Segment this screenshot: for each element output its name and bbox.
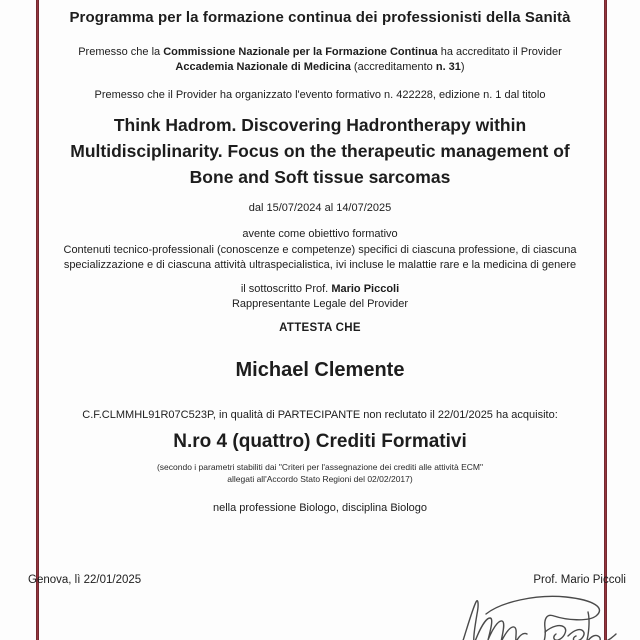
signer-name: Prof. Mario Piccoli	[533, 574, 626, 586]
accreditation-pre: (accreditamento	[350, 61, 436, 73]
participant-name: Michael Clemente	[235, 359, 405, 381]
event-title: Think Hadrom. Discovering Hadrontherapy within Multidisciplinarity. Focus on the therapeutic management of Bone and Soft tissue sarcomas	[70, 115, 570, 187]
objective-text: Contenuti tecnico-professionali (conoscenze e competenze) specifici di ciascuna professione, di ciascuna specializzazione e di ciascuna attività ultraspecialistica, ivi incluse le malattie rare e la medicina di genere	[63, 243, 577, 271]
premise1-pre: Premesso che la	[78, 46, 164, 58]
premise1-mid: ha accreditato il Provider	[437, 46, 562, 58]
signature-image	[446, 592, 636, 640]
attests-label: ATTESTA CHE	[279, 322, 361, 334]
undersigned-block	[39, 282, 601, 312]
profession-line: nella professione Biologo, disciplina Biologo	[212, 502, 428, 514]
credits-awarded: N.ro 4 (quattro) Crediti Formativi	[173, 431, 467, 452]
accreditation-number: n. 31	[435, 61, 461, 73]
page-border-right	[604, 0, 607, 640]
accreditation-post: )	[460, 61, 465, 73]
place-date: Genova, lì 22/01/2025	[28, 574, 142, 586]
objective-intro: avente come obiettivo formativo	[242, 228, 398, 240]
provider-name: Accademia Nazionale di Medicina	[175, 61, 351, 73]
footer-row	[28, 574, 626, 586]
commission-name: Commissione Nazionale per la Formazione Continua	[163, 46, 438, 58]
credits-note-line1: (secondo i parametri stabiliti dai "Criteri per l'assegnazione dei crediti alle attività ECM"	[156, 462, 484, 472]
program-title: Programma per la formazione continua dei professionisti della Sanità	[69, 9, 571, 26]
legal-representative: Rappresentante Legale del Provider	[231, 298, 409, 310]
participant-details: C.F.CLMMHL91R07C523P, in qualità di PARTECIPANTE non reclutato il 22/01/2025 ha acquisito:	[82, 409, 558, 421]
credits-note-line2: allegati all'Accordo Stato Regioni del 02/02/2017)	[227, 473, 413, 484]
credits-note	[39, 462, 601, 485]
signature-icon	[446, 592, 636, 640]
premise-accreditation	[39, 45, 601, 75]
certificate-content	[39, 0, 601, 640]
event-date-range: dal 15/07/2024 al 14/07/2025	[248, 202, 392, 214]
undersigned-name: Mario Piccoli	[331, 283, 400, 295]
premise-event: Premesso che il Provider ha organizzato l'evento formativo n. 422228, edizione n. 1 dal titolo	[94, 89, 546, 101]
undersigned-pre: il sottoscritto Prof.	[240, 283, 332, 295]
training-objective	[39, 227, 601, 274]
